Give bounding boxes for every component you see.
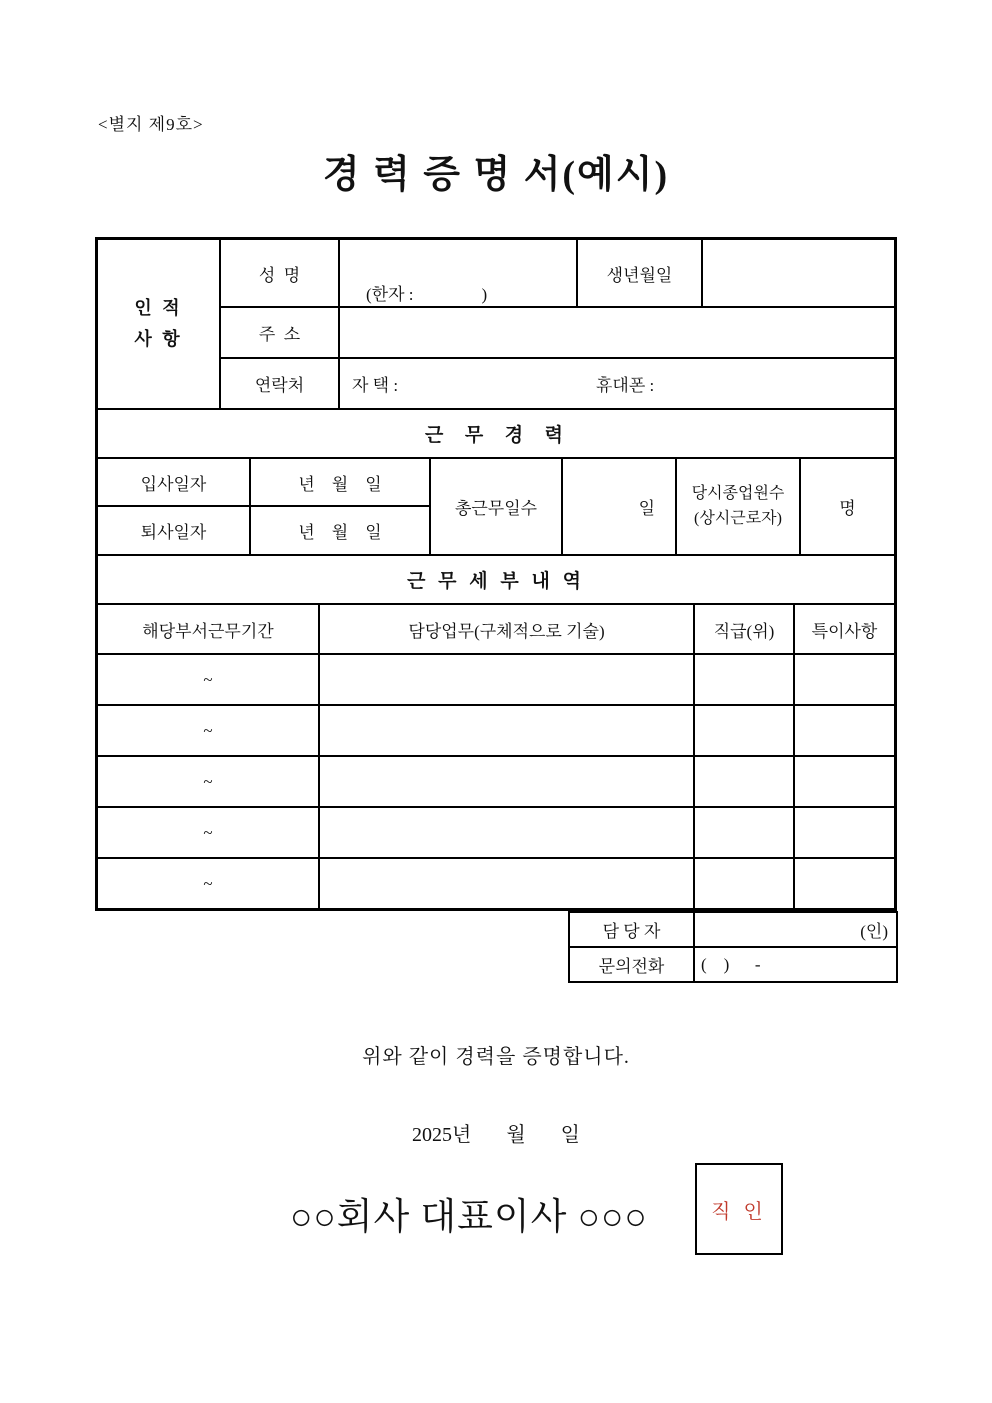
inquiry-phone-field: ( ) - [695,948,896,981]
detail-row-note [795,757,894,806]
detail-row-rank [695,757,793,806]
detail-col-period: 해당부서근무기간 [98,605,318,653]
join-date-label: 입사일자 [98,459,249,505]
contact-field [340,359,894,408]
form-annotation: <별지 제9호> [98,115,204,134]
detail-row-duty [320,706,693,755]
detail-row-duty [320,859,693,908]
manager-seal-field: (인) [695,913,896,946]
career-section [98,459,894,554]
employee-count-label-line1: 당시종업원수 [691,484,785,502]
detail-row-note [795,859,894,908]
mobile-phone-label: 휴대폰 : [596,376,655,395]
detail-row-note [795,655,894,704]
certification-date: 2025년 월 일 [412,1124,580,1146]
official-seal-box [695,1163,783,1255]
career-section-header: 근 무 경 력 [98,410,894,457]
personal-info-label-line2: 사 항 [134,329,183,349]
certification-statement: 위와 같이 경력을 증명합니다. [362,1046,630,1068]
detail-row-note [795,808,894,857]
birthdate-field [703,240,894,306]
detail-row-duty [320,757,693,806]
address-field [340,308,894,357]
total-workdays-label: 총근무일수 [431,459,561,554]
detail-section [98,605,894,908]
detail-col-duty: 담당업무(구체적으로 기술) [320,605,693,653]
personal-info-section [98,240,894,408]
manager-label: 담 당 자 [570,913,693,946]
home-phone-label: 자 택 : [352,376,399,395]
detail-row-period: ~ [98,706,318,755]
name-field [340,240,576,306]
detail-row-rank [695,808,793,857]
address-label: 주 소 [221,308,338,357]
name-label: 성 명 [221,240,338,306]
detail-col-rank: 직급(위) [695,605,793,653]
detail-row-note [795,706,894,755]
career-certificate-table [95,237,897,911]
detail-row-period: ~ [98,757,318,806]
detail-col-note: 특이사항 [795,605,894,653]
employee-count-label-line2: (상시근로자) [694,509,782,527]
company-signature-line: ○○회사 대표이사 ○○○ [290,1197,648,1238]
total-workdays-unit: 일 [563,459,675,554]
join-date-field: 년 월 일 [251,459,429,505]
page-title: 경 력 증 명 서(예시) [322,154,670,196]
personal-info-label-line1: 인 적 [134,297,183,318]
personal-info-group-label [98,240,219,408]
detail-row-period: ~ [98,808,318,857]
detail-row-duty [320,655,693,704]
birthdate-label: 생년월일 [578,240,701,306]
leave-date-label: 퇴사일자 [98,507,249,554]
detail-row-rank [695,859,793,908]
contact-label: 연락처 [221,359,338,408]
detail-row-rank [695,655,793,704]
manager-contact-table [568,911,898,983]
detail-row-rank [695,706,793,755]
official-seal-text: 직 인 [711,1200,767,1223]
employee-count-unit: 명 [801,459,894,554]
detail-section-header: 근 무 세 부 내 역 [98,556,894,603]
detail-row-duty [320,808,693,857]
detail-row-period: ~ [98,859,318,908]
leave-date-field: 년 월 일 [251,507,429,554]
employee-count-label [677,459,799,554]
inquiry-phone-label: 문의전화 [570,948,693,981]
detail-row-period: ~ [98,655,318,704]
name-hanja-label: (한자 : ) [366,285,488,304]
